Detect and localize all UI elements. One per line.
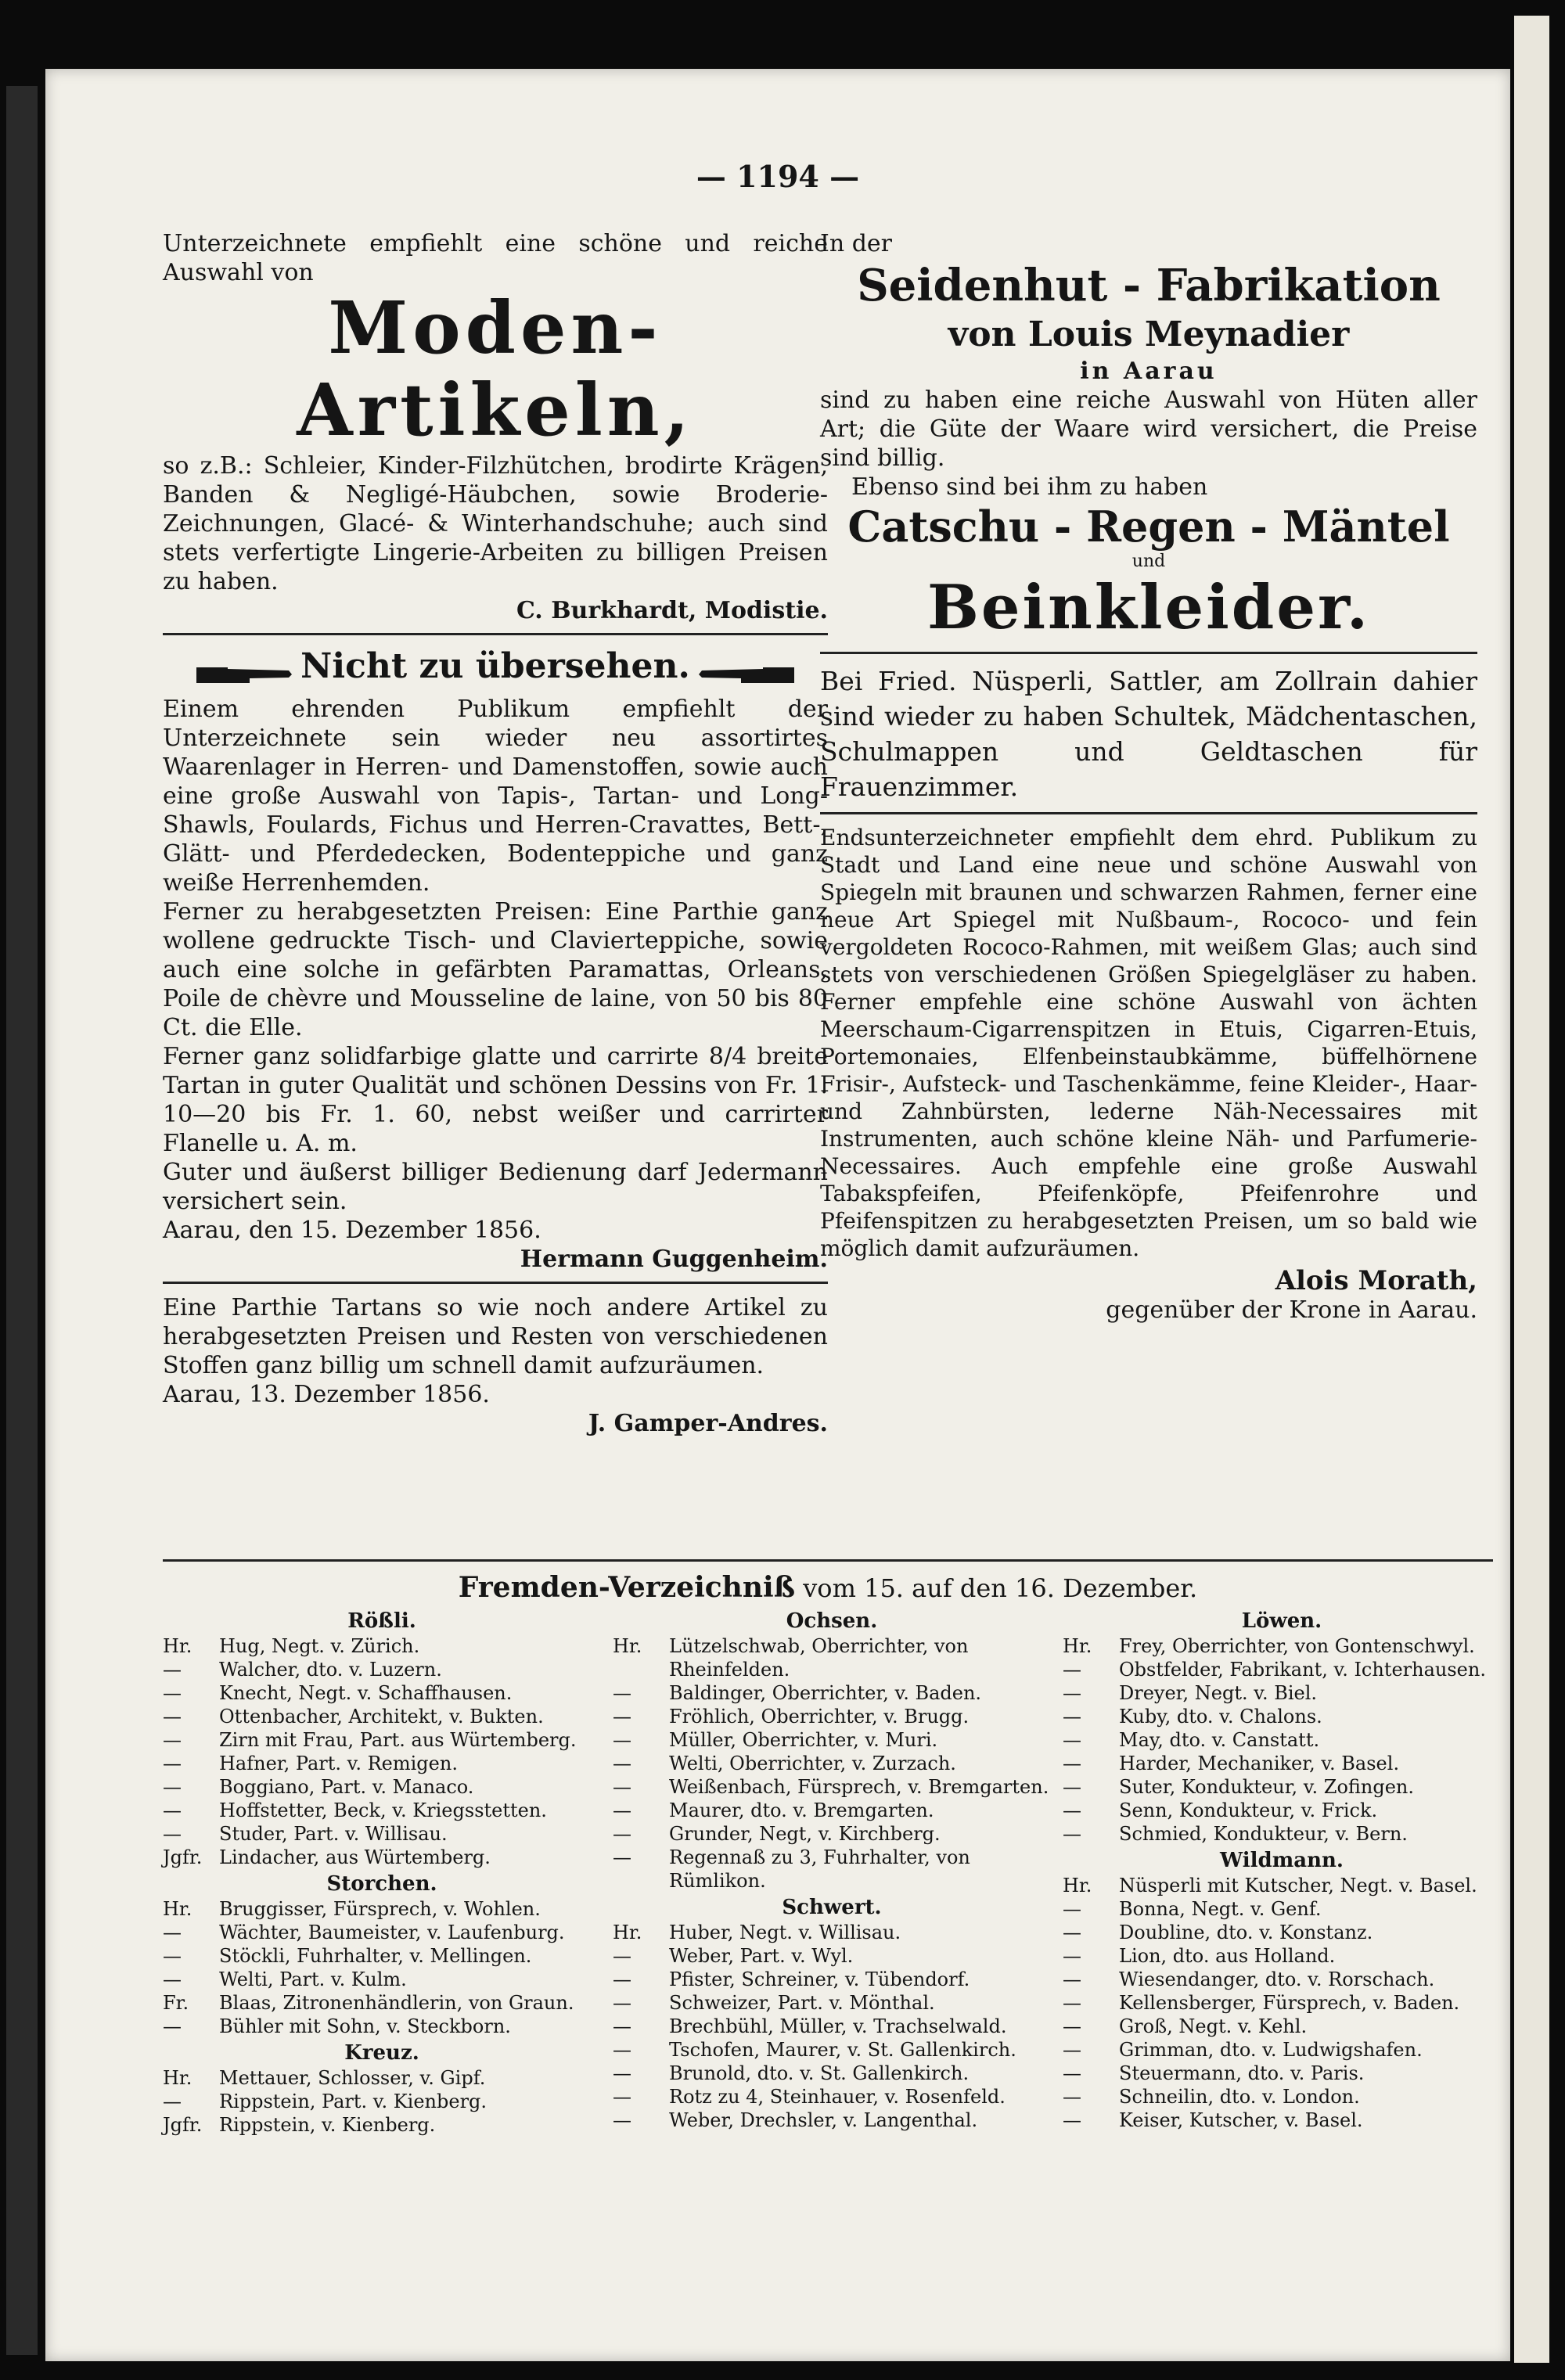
guest-prefix: — [613,1823,631,1845]
guest-entry [613,2015,1051,2038]
guest-entry [1063,2015,1501,2038]
guest-text: Groß, Negt. v. Kehl. [1119,2015,1308,2037]
ad-catschu-headline: Catschu - Regen - Mäntel [847,502,1450,552]
guest-prefix: — [613,1729,631,1751]
book-spine [6,86,38,2355]
guest-prefix: Hr. [1063,1875,1092,1896]
guest-entry [1063,2038,1501,2062]
guest-entry [1063,1728,1501,1752]
guest-entry [163,1634,601,1658]
ad-seidenhut-headline: Seidenhut - Fabrikation [857,260,1441,311]
guest-prefix: Hr. [613,1635,642,1657]
guest-prefix: — [613,1968,631,1990]
guest-prefix: — [1063,1729,1081,1751]
guest-prefix: — [613,2039,631,2061]
guest-entry [613,1775,1051,1799]
guest-entry [613,2109,1051,2132]
guest-entry [1063,2085,1501,2109]
next-page-edge [1514,16,1549,2363]
ad-nuesperli-body: Bei Fried. Nüsperli, Sattler, am Zollrain dahier sind wieder zu haben Schultek, Mädchentaschen, Schulmappen und Geldtaschen für Frauenzimmer. [820,666,1477,802]
guest-text: Regennaß zu 3, Fuhrhalter, von Rümlikon. [669,1846,970,1892]
left-column [163,229,828,1438]
ad-morath-signature: Alois Morath, [1275,1265,1477,1296]
guest-prefix: — [1063,2039,1081,2061]
guest-entry [1063,1874,1501,1897]
guest-text: Wächter, Baumeister, v. Laufenburg. [219,1922,565,1943]
guest-text: May, dto. v. Canstatt. [1119,1729,1320,1751]
guest-entry [163,1921,601,1944]
guest-prefix: Hr. [163,1635,192,1657]
hotel-name: Ochsen. [786,1609,878,1633]
fremden-verzeichnis-title-row [163,1571,1493,1604]
guest-entry [163,1846,601,1869]
guest-prefix: — [613,1992,631,2014]
guest-prefix: — [163,1682,182,1704]
guest-text: Wiesendanger, dto. v. Rorschach. [1119,1968,1435,1990]
guest-text: Maurer, dto. v. Bremgarten. [669,1799,934,1821]
guest-prefix: — [1063,1753,1081,1774]
guest-entry [613,2038,1051,2062]
guest-prefix: — [1063,1706,1081,1727]
ad-nicht-heading-row [163,645,828,688]
guest-entry [1063,2062,1501,2085]
guest-prefix: — [613,2062,631,2084]
guest-entry [613,1752,1051,1775]
guest-text: Hoffstetter, Beck, v. Kriegsstetten. [219,1799,547,1821]
guest-prefix: — [1063,1659,1081,1681]
divider [820,812,1477,814]
guest-entry [613,2085,1051,2109]
guest-text: Bonna, Negt. v. Genf. [1119,1898,1322,1920]
guest-text: Rippstein, v. Kienberg. [219,2114,436,2136]
guest-entry [613,1968,1051,1991]
guest-prefix: — [1063,1922,1081,1943]
guest-text: Mettauer, Schlosser, v. Gipf. [219,2067,486,2089]
guest-prefix: — [1063,1776,1081,1798]
newspaper-page [45,69,1510,2361]
guest-entry [1063,1968,1501,1991]
guest-prefix: — [613,1799,631,1821]
guest-text: Studer, Part. v. Willisau. [219,1823,448,1845]
guest-entry [163,1897,601,1921]
guest-text: Welti, Part. v. Kulm. [219,1968,407,1990]
guest-prefix: — [163,1776,182,1798]
ad-moden-intro: Unterzeichnete empfiehlt eine schöne und reiche Auswahl von [163,230,828,286]
guest-prefix: — [163,2015,182,2037]
guest-entry [613,2062,1051,2085]
divider [820,652,1477,654]
page-number: — 1194 — [696,159,860,194]
guest-prefix: — [613,2086,631,2108]
guest-text: Dreyer, Negt. v. Biel. [1119,1682,1318,1704]
guest-prefix: — [1063,1945,1081,1967]
guest-entry [613,1944,1051,1968]
guest-text: Walcher, dto. v. Luzern. [219,1659,442,1681]
guest-prefix: Hr. [613,1922,642,1943]
guest-entry [1063,1921,1501,1944]
guest-text: Rippstein, Part. v. Kienberg. [219,2091,487,2112]
guest-prefix: — [613,1846,631,1868]
guest-prefix: — [1063,1799,1081,1821]
guest-prefix: — [613,1776,631,1798]
guest-entry [1063,1634,1501,1658]
hotel-name: Schwert. [782,1896,882,1919]
guest-prefix: — [163,1922,182,1943]
guest-text: Huber, Negt. v. Willisau. [669,1922,901,1943]
guest-entry [613,1822,1051,1846]
pointing-hand-left-icon [694,661,796,688]
guest-entry [1063,2109,1501,2132]
hotel-name: Löwen. [1241,1609,1322,1633]
guest-text: Schmied, Kondukteur, v. Bern. [1119,1823,1408,1845]
guest-text: Ottenbacher, Architekt, v. Bukten. [219,1706,544,1727]
guest-entry [1063,1822,1501,1846]
guest-prefix: — [163,1823,182,1845]
guest-entry [1063,1944,1501,1968]
guest-text: Obstfelder, Fabrikant, v. Ichterhausen. [1119,1659,1486,1681]
guest-entry [163,2066,601,2090]
ad-moden-body: so z.B.: Schleier, Kinder-Filzhütchen, brodirte Krägen, Banden & Negligé-Häubchen, sowie Broderie-Zeichnungen, Glacé- & Winterhandschuhe; auch sind stets verfertigte Lingerie-Arbeiten zu billigen Preisen zu haben. [163,452,828,595]
ad-seidenhut-place: in Aarau [1080,358,1218,385]
pointing-hand-right-icon [195,661,297,688]
fremden-column-2 [613,1606,1051,2132]
hotel-name: Storchen. [326,1872,437,1896]
ad-moden-signature: C. Burkhardt, Modistie. [516,597,828,624]
guest-text: Schweizer, Part. v. Mönthal. [669,1992,935,2014]
guest-prefix: — [1063,2015,1081,2037]
guest-text: Grunder, Negt, v. Kirchberg. [669,1823,941,1845]
guest-prefix: — [1063,2062,1081,2084]
guest-text: Harder, Mechaniker, v. Basel. [1119,1753,1400,1774]
right-column [820,229,1477,1325]
guest-entry [613,1681,1051,1705]
guest-text: Tschofen, Maurer, v. St. Gallenkirch. [669,2039,1016,2061]
fremden-column-3 [1063,1606,1501,2132]
guest-prefix: Jgfr. [163,1846,203,1868]
guest-text: Hafner, Part. v. Remigen. [219,1753,458,1774]
guest-text: Pfister, Schreiner, v. Tübendorf. [669,1968,970,1990]
guest-text: Stöckli, Fuhrhalter, v. Mellingen. [219,1945,532,1967]
guest-prefix: — [163,1945,182,1967]
guest-entry [613,1728,1051,1752]
guest-text: Kuby, dto. v. Chalons. [1119,1706,1322,1727]
guest-text: Lindacher, aus Würtemberg. [219,1846,491,1868]
ad-seidenhut-body: sind zu haben eine reiche Auswahl von Hüten aller Art; die Güte der Waare wird versichert, die Preise sind billig. [820,386,1477,472]
guest-prefix: — [163,1659,182,1681]
guest-prefix: — [613,2109,631,2131]
guest-prefix: — [613,2015,631,2037]
guest-text: Welti, Oberrichter, v. Zurzach. [669,1753,956,1774]
guest-text: Zirn mit Frau, Part. aus Würtemberg. [219,1729,577,1751]
ad-seidenhut-intro: In der [820,230,893,257]
guest-text: Bruggisser, Fürsprech, v. Wohlen. [219,1898,541,1920]
ad-nicht-paragraph-1: Einem ehrenden Publikum empfiehlt der Unterzeichnete sein wieder neu assortirtes Waarenlager in Herren- und Damenstoffen, sowie auch eine große Auswahl von Tapis-, Tartan- und Long-Shawls, Foulards, Fichus und Herren-Cravattes, Bett-, Glätt- und Pferdedecken, Bodenteppiche und ganz weiße Herrenhemden. [163,696,828,897]
guest-text: Lion, dto. aus Holland. [1119,1945,1336,1967]
guest-entry [163,1728,601,1752]
guest-text: Weber, Drechsler, v. Langenthal. [669,2109,978,2131]
guest-entry [613,1846,1051,1893]
guest-prefix: — [1063,1682,1081,1704]
guest-prefix: — [163,1799,182,1821]
guest-text: Rotz zu 4, Steinhauer, v. Rosenfeld. [669,2086,1006,2108]
guest-prefix: — [1063,1992,1081,2014]
guest-entry [1063,1681,1501,1705]
guest-text: Lützelschwab, Oberrichter, von Rheinfelden. [669,1635,969,1681]
ad-beinkleider-headline: Beinkleider. [926,572,1371,643]
guest-entry [163,1968,601,1991]
guest-text: Kellensberger, Fürsprech, v. Baden. [1119,1992,1460,2014]
guest-entry [1063,1775,1501,1799]
guest-prefix: Fr. [163,1992,189,2014]
guest-text: Weißenbach, Fürsprech, v. Bremgarten. [669,1776,1049,1798]
guest-entry [163,2015,601,2038]
guest-entry [1063,1991,1501,2015]
guest-text: Steuermann, dto. v. Paris. [1119,2062,1365,2084]
guest-entry [613,1921,1051,1944]
ad-nicht-signature: Hermann Guggenheim. [520,1246,828,1273]
guest-text: Suter, Kondukteur, v. Zofingen. [1119,1776,1415,1798]
guest-entry [1063,1752,1501,1775]
ad-seidenhut-body-2: Ebenso sind bei ihm zu haben [851,473,1208,501]
guest-text: Senn, Kondukteur, v. Frick. [1119,1799,1378,1821]
guest-prefix: Hr. [163,2067,192,2089]
guest-text: Nüsperli mit Kutscher, Negt. v. Basel. [1119,1875,1477,1896]
guest-text: Müller, Oberrichter, v. Muri. [669,1729,938,1751]
guest-prefix: — [163,1706,182,1727]
guest-prefix: — [163,1753,182,1774]
guest-entry [613,1799,1051,1822]
guest-text: Knecht, Negt. v. Schaffhausen. [219,1682,513,1704]
guest-text: Blaas, Zitronenhändlerin, von Graun. [219,1992,574,2014]
ad-nicht-paragraph-2: Ferner zu herabgesetzten Preisen: Eine Parthie ganz wollene gedruckte Tisch- und Clavierteppiche, sowie auch eine solche in gefärbten Paramattas, Orleans, Poile de chèvre und Mousseline de laine, von 50 bis 80 Ct. die Elle. [163,898,828,1041]
divider [163,1559,1493,1562]
hotel-name: Kreuz. [344,2041,419,2065]
guest-text: Brechbühl, Müller, v. Trachselwald. [669,2015,1007,2037]
guest-prefix: — [1063,1968,1081,1990]
ad-seidenhut-company: von Louis Meynadier [948,315,1350,354]
guest-text: Doubline, dto. v. Konstanz. [1119,1922,1373,1943]
ad-tartans-date: Aarau, 13. Dezember 1856. [163,1381,490,1408]
guest-prefix: — [613,1945,631,1967]
hotel-name: Rößli. [347,1609,416,1633]
divider [163,633,828,635]
guest-prefix: — [163,1729,182,1751]
guest-prefix: — [1063,2086,1081,2108]
guest-prefix: — [613,1682,631,1704]
ad-nicht-paragraph-3: Ferner ganz solidfarbige glatte und carrirte 8/4 breite Tartan in guter Qualität und schönen Dessins von Fr. 1. 10—20 bis Fr. 1. 60, nebst weißer und carrirter Flanelle u. A. m. [163,1043,828,1157]
guest-text: Grimman, dto. v. Ludwigshafen. [1119,2039,1423,2061]
guest-entry [613,1634,1051,1681]
guest-entry [1063,1799,1501,1822]
guest-text: Keiser, Kutscher, v. Basel. [1119,2109,1363,2131]
ad-tartans-body: Eine Parthie Tartans so wie noch andere Artikel zu herabgesetzten Preisen und Resten von verschiedenen Stoffen ganz billig um schnell damit aufzuräumen. [163,1294,828,1379]
guest-text: Boggiano, Part. v. Manaco. [219,1776,474,1798]
guest-entry [163,1799,601,1822]
guest-prefix: — [163,2091,182,2112]
divider [163,1282,828,1284]
guest-prefix: — [1063,1823,1081,1845]
guest-prefix: — [613,1706,631,1727]
guest-text: Baldinger, Oberrichter, v. Baden. [669,1682,982,1704]
hotel-name: Wildmann. [1220,1849,1344,1872]
ad-nicht-date: Aarau, den 15. Dezember 1856. [163,1217,541,1244]
guest-text: Frey, Oberrichter, von Gontenschwyl. [1119,1635,1475,1657]
guest-text: Fröhlich, Oberrichter, v. Brugg. [669,1706,970,1727]
ad-morath-address: gegenüber der Krone in Aarau. [1106,1296,1477,1324]
ad-morath-body: Endsunterzeichneter empfiehlt dem ehrd. Publikum zu Stadt und Land eine neue und schöne Auswahl von Spiegeln mit braunen und schwarzen Rahmen, ferner eine neue Art Spiegel mit Nußbaum-, Rococo- und fein vergoldeten Rococo-Rahmen, mit weißem Glas; auch sind stets von verschiedenen Größen Spiegelgläser zu haben. Ferner empfehle eine schöne Auswahl von ächten Meerschaum-Cigarrenspitzen in Etuis, Cigarren-Etuis, Portemonaies, Elfenbeinstaubkämme, büffelhörnene Frisir-, Aufsteck- und Taschenkämme, feine Kleider-, Haar- und Zahnbürsten, lederne Näh-Necessaires mit Instrumenten, auch schöne kleine Näh- und Parfumerie-Necessaires. Auch empfehle eine große Auswahl Tabakspfeifen, Pfeifenköpfe, Pfeifenrohre und Pfeifenspitzen zu herabgesetzten Preisen, um so bald wie möglich damit aufzuräumen. [820,825,1477,1261]
guest-entry [163,2090,601,2113]
ad-nicht-paragraph-4: Guter und äußerst billiger Bedienung darf Jedermann versichert sein. [163,1159,828,1215]
guest-prefix: Hr. [1063,1635,1092,1657]
guest-entry [1063,1897,1501,1921]
guest-prefix: — [163,1968,182,1990]
guest-entry [163,1658,601,1681]
ad-tartans-signature: J. Gamper-Andres. [588,1410,828,1437]
guest-entry [163,1822,601,1846]
guest-text: Weber, Part. v. Wyl. [669,1945,854,1967]
fremden-verzeichnis-title: Fremden-Verzeichniß [458,1571,796,1604]
guest-text: Schneilin, dto. v. London. [1119,2086,1360,2108]
guest-entry [1063,1658,1501,1681]
guest-entry [163,1752,601,1775]
guest-entry [613,1705,1051,1728]
guest-entry [163,1944,601,1968]
ad-moden-headline: Moden-Artikeln, [297,286,694,452]
ad-nicht-headline: Nicht zu übersehen. [300,646,690,686]
fremden-column-1 [163,1606,601,2137]
guest-text: Hug, Negt. v. Zürich. [219,1635,420,1657]
guest-prefix: Jgfr. [163,2114,203,2136]
guest-entry [163,1775,601,1799]
guest-entry [1063,1705,1501,1728]
guest-entry [163,1991,601,2015]
guest-entry [613,1991,1051,2015]
guest-text: Brunold, dto. v. St. Gallenkirch. [669,2062,970,2084]
guest-entry [163,1681,601,1705]
guest-text: Bühler mit Sohn, v. Steckborn. [219,2015,511,2037]
guest-prefix: Hr. [163,1898,192,1920]
ad-und-label: und [1131,552,1166,571]
guest-prefix: — [613,1753,631,1774]
guest-prefix: — [1063,1898,1081,1920]
fremden-verzeichnis-range: vom 15. auf den 16. Dezember. [803,1573,1198,1603]
guest-entry [163,2113,601,2137]
guest-entry [163,1705,601,1728]
guest-prefix: — [1063,2109,1081,2131]
